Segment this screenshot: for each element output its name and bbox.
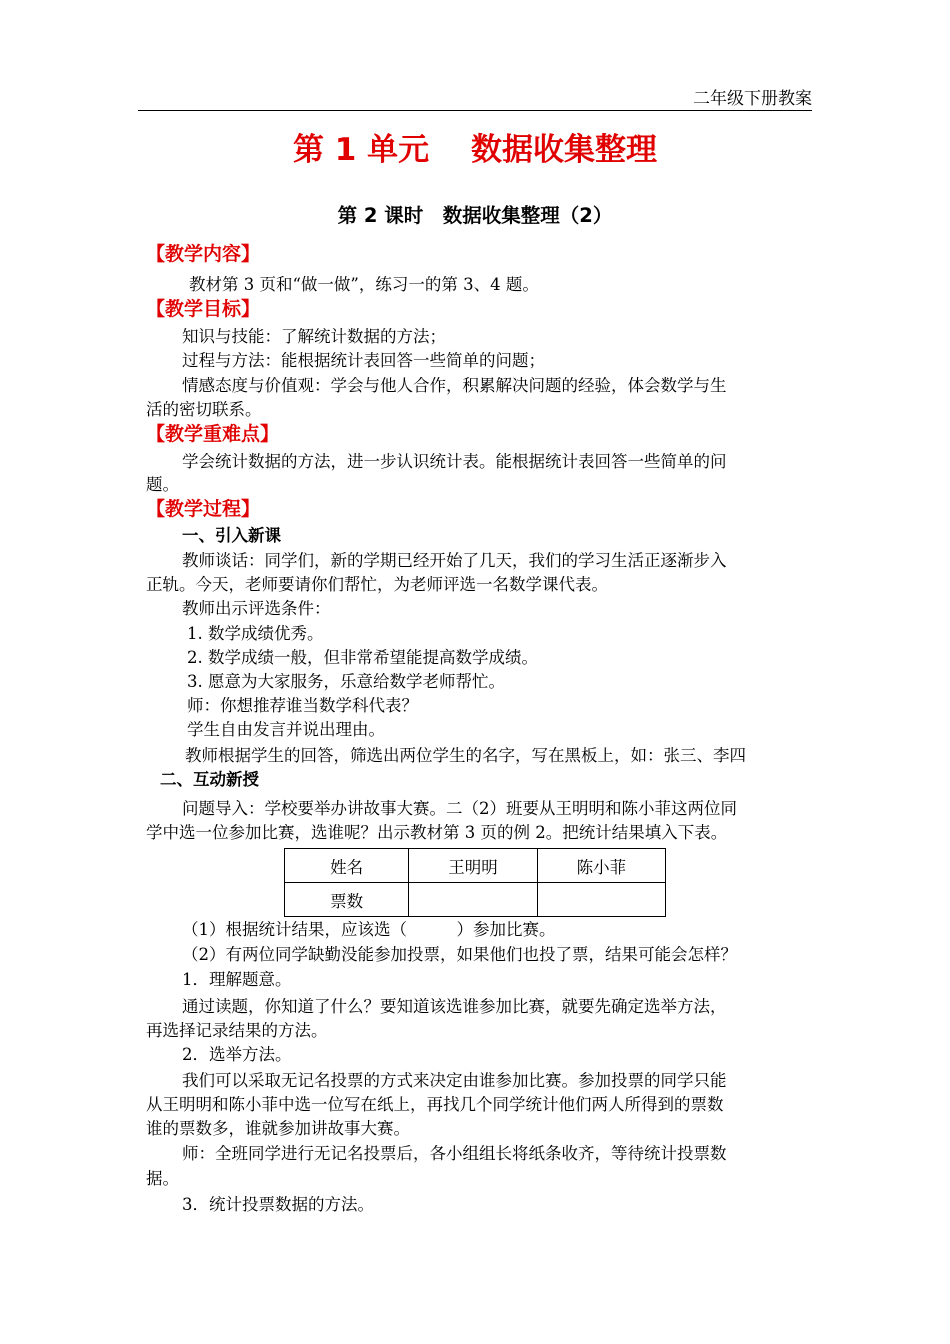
header-rule: [138, 110, 812, 111]
process-line: 教师根据学生的回答，筛选出两位学生的名字，写在黑板上，如：张三、李四: [185, 746, 746, 765]
content-line: 教材第 3 页和“做一做”，练习一的第 3、4 题。: [189, 275, 539, 294]
table-header-cell: 陈小菲: [537, 849, 665, 883]
section-heading-content: 【教学内容】: [146, 243, 261, 265]
section-heading-goals: 【教学目标】: [146, 298, 261, 320]
table-row: [285, 883, 666, 917]
goal-line: 活的密切联系。: [146, 400, 262, 419]
part-heading: 二、互动新授: [160, 770, 259, 789]
process-line: 师：你想推荐谁当数学科代表？: [187, 696, 418, 715]
process-line: 我们可以采取无记名投票的方式来决定由谁参加比赛。参加投票的同学只能: [182, 1071, 727, 1090]
table-row: [285, 849, 666, 883]
process-line: 学中选一位参加比赛，选谁呢？出示教材第 3 页的例 2。把统计结果填入下表。: [146, 823, 728, 842]
section-heading-keypoints: 【教学重难点】: [146, 423, 280, 445]
process-line: 从王明明和陈小菲中选一位写在纸上，再找几个同学统计他们两人所得到的票数: [146, 1095, 724, 1114]
process-line: 问题导入：学校要举办讲故事大赛。二（2）班要从王明明和陈小菲这两位同: [182, 799, 737, 818]
goal-line: 过程与方法：能根据统计表回答一些简单的问题；: [182, 351, 545, 370]
process-line: （2）有两位同学缺勤没能参加投票，如果他们也投了票，结果可能会怎样？: [182, 945, 737, 964]
process-line: 学生自由发言并说出理由。: [187, 720, 385, 739]
page-header: 二年级下册教案: [693, 89, 812, 109]
process-line: 1. 数学成绩优秀。: [187, 624, 324, 643]
goal-line: 情感态度与价值观：学会与他人合作，积累解决问题的经验，体会数学与生: [182, 376, 727, 395]
section-heading-process: 【教学过程】: [146, 498, 261, 520]
table-row-label: 票数: [285, 883, 409, 917]
table-cell: [537, 883, 665, 917]
unit-title: 第 1 单元 数据收集整理: [293, 132, 657, 168]
table-cell: [409, 883, 537, 917]
lesson-subtitle: 第 2 课时 数据收集整理（2）: [337, 204, 613, 227]
part-heading: 一、引入新课: [182, 526, 281, 545]
process-line: 3. 愿意为大家服务，乐意给数学老师帮忙。: [187, 672, 505, 691]
process-line: 通过读题，你知道了什么？要知道该选谁参加比赛，就要先确定选举方法，: [182, 997, 727, 1016]
process-line: 2. 数学成绩一般，但非常希望能提高数学成绩。: [187, 648, 538, 667]
process-line: 正轨。今天，老师要请你们帮忙，为老师评选一名数学课代表。: [146, 575, 608, 594]
keypoint-line: 题。: [146, 475, 179, 494]
vote-table: [284, 848, 666, 917]
process-line: 2．选举方法。: [182, 1045, 292, 1064]
keypoint-line: 学会统计数据的方法，进一步认识统计表。能根据统计表回答一些简单的问: [182, 452, 727, 471]
process-line: 教师谈话：同学们，新的学期已经开始了几天，我们的学习生活正逐渐步入: [182, 551, 727, 570]
goal-line: 知识与技能：了解统计数据的方法；: [182, 327, 446, 346]
process-line: 1．理解题意。: [182, 970, 292, 989]
process-line: 教师出示评选条件：: [182, 599, 331, 618]
process-line: 谁的票数多，谁就参加讲故事大赛。: [146, 1119, 410, 1138]
table-header-cell: 王明明: [409, 849, 537, 883]
table-header-cell: 姓名: [285, 849, 409, 883]
process-line: 据。: [146, 1169, 179, 1188]
process-line: 3．统计投票数据的方法。: [182, 1195, 374, 1214]
process-line: （1）根据统计结果，应该选（ ）参加比赛。: [182, 920, 556, 939]
process-line: 师：全班同学进行无记名投票后，各小组组长将纸条收齐，等待统计投票数: [182, 1144, 727, 1163]
process-line: 再选择记录结果的方法。: [146, 1021, 328, 1040]
